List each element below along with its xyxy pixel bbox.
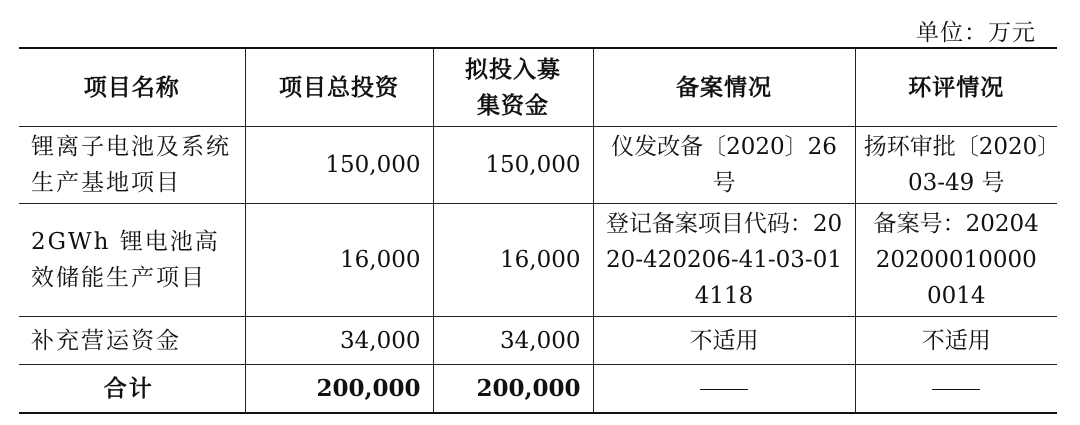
header-eia: 环评情况 bbox=[855, 48, 1057, 127]
eia-cell: 扬环审批〔2020〕03-49 号 bbox=[855, 127, 1057, 204]
total-label-cell: 合计 bbox=[19, 365, 245, 414]
eia-empty-cell bbox=[855, 365, 1057, 414]
header-total-investment: 项目总投资 bbox=[245, 48, 433, 127]
project-name-cell: 补充营运资金 bbox=[19, 317, 245, 365]
total-investment-cell: 150,000 bbox=[245, 127, 433, 204]
table-row bbox=[19, 317, 1057, 365]
table-header-row bbox=[19, 48, 1057, 127]
dash-mark bbox=[700, 389, 748, 390]
raised-funds-cell: 150,000 bbox=[433, 127, 593, 204]
eia-cell: 备案号：20204202000100000014 bbox=[855, 204, 1057, 317]
eia-cell: 不适用 bbox=[855, 317, 1057, 365]
unit-label: 单位：万元 bbox=[916, 20, 1036, 46]
filing-cell: 仪发改备〔2020〕26 号 bbox=[593, 127, 855, 204]
total-row bbox=[19, 365, 1057, 414]
filing-empty-cell bbox=[593, 365, 855, 414]
raised-funds-sum-cell: 200,000 bbox=[433, 365, 593, 414]
header-filing: 备案情况 bbox=[593, 48, 855, 127]
header-raised-funds: 拟投入募集资金 bbox=[433, 48, 593, 127]
total-investment-cell: 16,000 bbox=[245, 204, 433, 317]
raised-funds-cell: 34,000 bbox=[433, 317, 593, 365]
raised-funds-cell: 16,000 bbox=[433, 204, 593, 317]
filing-cell: 登记备案项目代码：2020-420206-41-03-014118 bbox=[593, 204, 855, 317]
total-investment-sum-cell: 200,000 bbox=[245, 365, 433, 414]
header-project-name: 项目名称 bbox=[19, 48, 245, 127]
project-name-cell: 2GWh 锂电池高效储能生产项目 bbox=[19, 204, 245, 317]
total-investment-cell: 34,000 bbox=[245, 317, 433, 365]
table-row bbox=[19, 204, 1057, 317]
filing-cell: 不适用 bbox=[593, 317, 855, 365]
table-row bbox=[19, 127, 1057, 204]
dash-mark bbox=[932, 389, 980, 390]
project-name-cell: 锂离子电池及系统生产基地项目 bbox=[19, 127, 245, 204]
fund-usage-table bbox=[19, 47, 1057, 414]
